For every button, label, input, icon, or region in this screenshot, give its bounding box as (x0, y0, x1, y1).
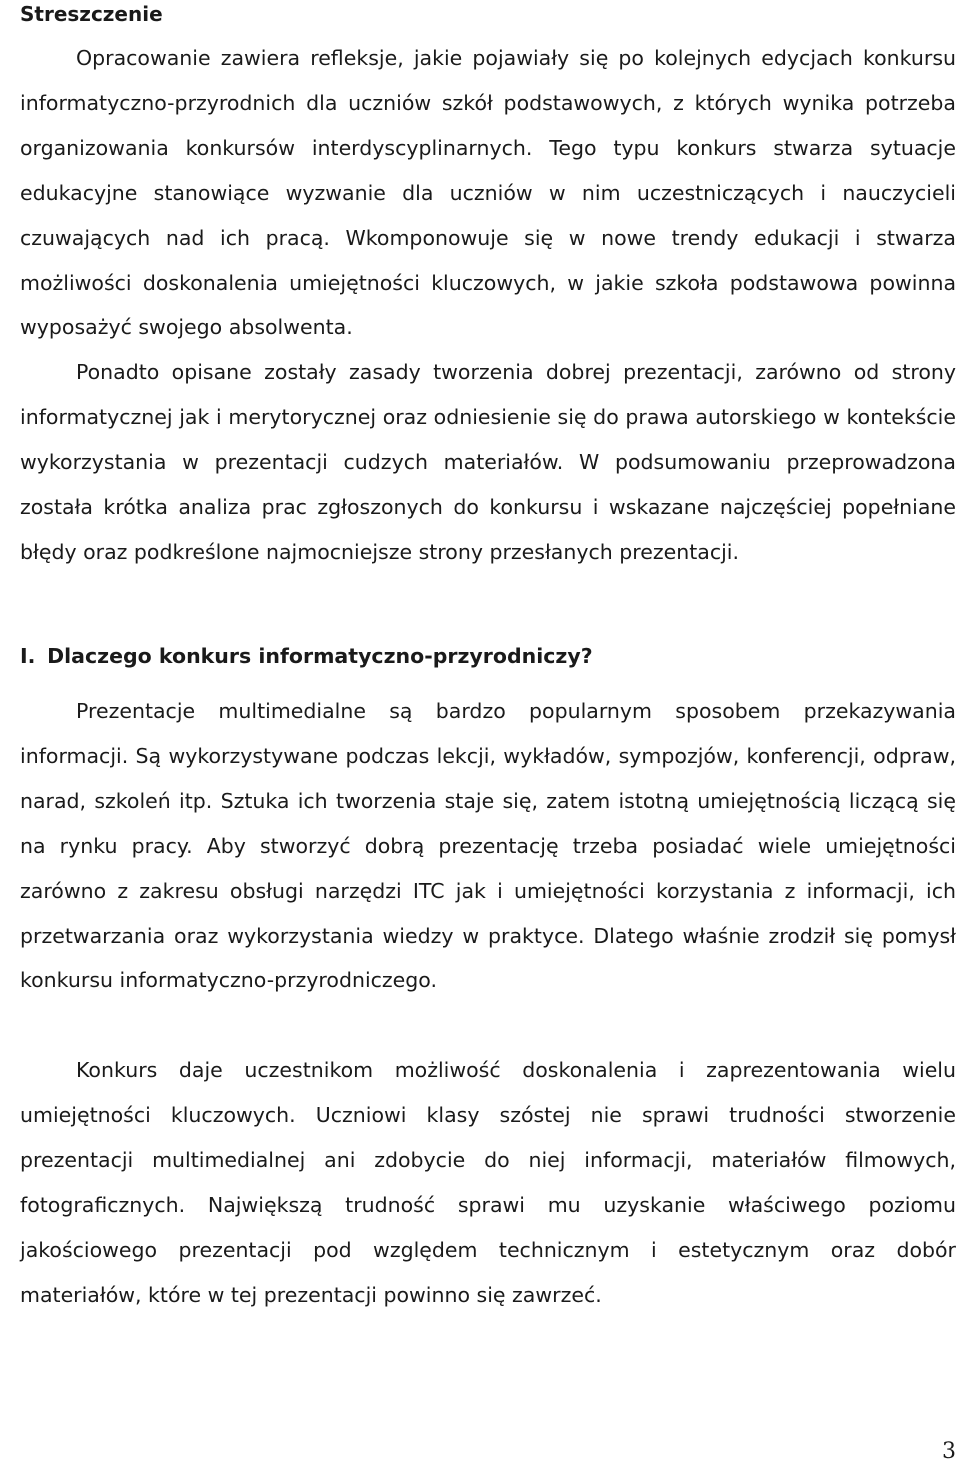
summary-heading: Streszczenie (20, 2, 163, 26)
section-paragraph-1: Prezentacje multimedialne są bardzo popularnym sposobem przekazywania informacji. Są wykorzystywane podczas lekcji, wykładów, sympozjów, konferencji, odpraw, narad, szkoleń itp. Sztuka ich tworzenia staje się, zatem istotną umiejętnością liczącą się na rynku pracy. Aby stworzyć dobrą prezentację trzeba posiadać wiele umiejętności zarówno z zakresu obsługi narzędzi ITC jak i umiejętności korzystania z informacji, ich przetwarzania oraz wykorzystania wiedzy w praktyce. Dlatego właśnie zrodził się pomysł konkursu informatyczno-przyrodniczego. (20, 699, 956, 993)
summary-paragraph-1: Opracowanie zawiera refleksje, jakie pojawiały się po kolejnych edycjach konkursu informatyczno-przyrodnich dla uczniów szkół podstawowych, z których wynika potrzeba organizowania konkursów interdyscyplinarnych. Tego typu konkurs stwarza sytuacje edukacyjne stanowiące wyzwanie dla uczniów w nim uczestniczących i nauczycieli czuwających nad ich pracą. Wkomponowuje się w nowe trendy edukacji i stwarza możliwości doskonalenia umiejętności kluczowych, w jakie szkoła podstawowa powinna wyposażyć swojego absolwenta. (20, 46, 956, 340)
summary-paragraph-2: Ponadto opisane zostały zasady tworzenia dobrej prezentacji, zarówno od strony informatycznej jak i merytorycznej oraz odniesienie się do prawa autorskiego w kontekście wykorzystania w prezentacji cudzych materiałów. W podsumowaniu przeprowadzona została krótka analiza prac zgłoszonych do konkursu i wskazane najczęściej popełniane błędy oraz podkreślone najmocniejsze strony przesłanych prezentacji. (20, 360, 956, 564)
section-title: Dlaczego konkurs informatyczno-przyrodniczy? (47, 644, 593, 668)
section-number: I. (20, 644, 36, 668)
section-paragraph-2: Konkurs daje uczestnikom możliwość doskonalenia i zaprezentowania wielu umiejętności kluczowych. Uczniowi klasy szóstej nie sprawi trudności stworzenie prezentacji multimedialnej ani zdobycie do niej informacji, materiałów filmowych, fotograficznych. Największą trudność sprawi mu uzyskanie właściwego poziomu jakościowego prezentacji pod względem technicznym i estetycznym oraz dobór materiałów, które w tej prezentacji powinno się zawrzeć. (20, 1058, 956, 1307)
page-number: 3 (942, 1439, 956, 1464)
section-heading (20, 641, 593, 671)
